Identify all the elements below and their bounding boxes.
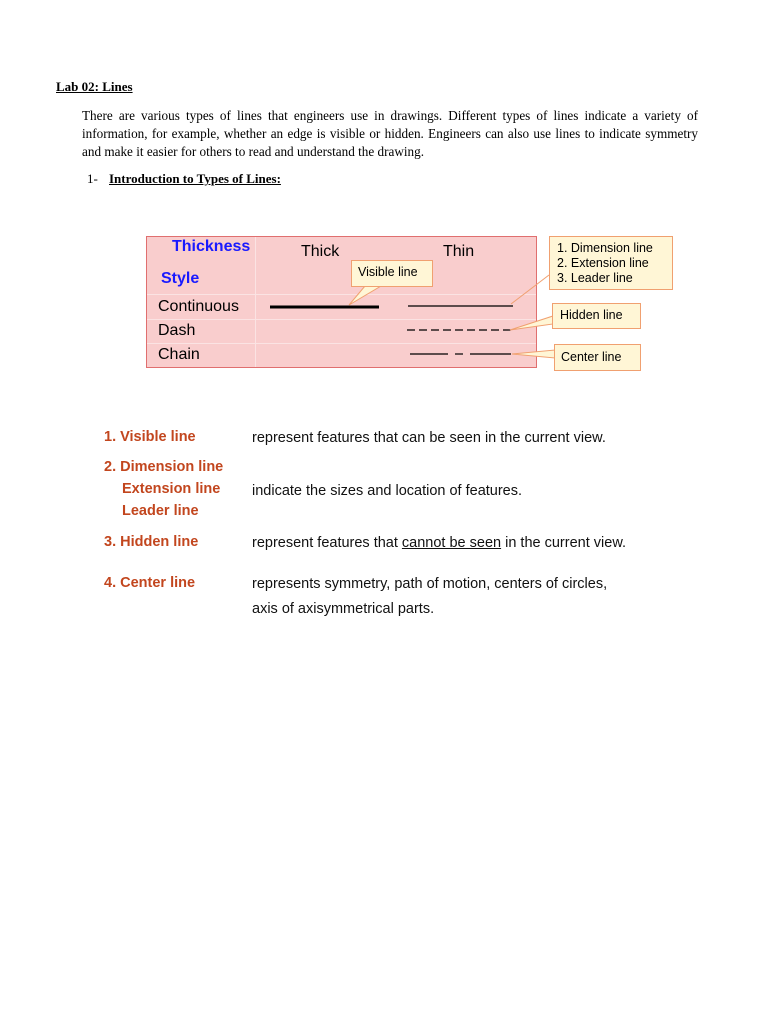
row-chain: Chain xyxy=(158,346,200,363)
callout-dimension-item: 1. Dimension line xyxy=(557,241,653,255)
term-leader-line: Leader line xyxy=(122,503,199,519)
visible-callout-pointer xyxy=(349,286,381,305)
term-dimension-line: 2. Dimension line xyxy=(104,459,224,475)
section-title: Introduction to Types of Lines: xyxy=(109,171,281,186)
callout-hidden-line: Hidden line xyxy=(552,303,641,329)
term-extension-line: Extension line xyxy=(122,481,221,497)
desc-center-line-1: represents symmetry, path of motion, centers of circles, xyxy=(252,576,608,592)
desc-hidden-line xyxy=(252,535,626,551)
intro-paragraph: There are various types of lines that engineers use in drawings. Different types of lines indicate a variety of information, for example, whether an edge is visible or hidden. Engineers can also use lines to indicate symmetry and make it easier for others to read and understand the drawing. xyxy=(82,108,698,159)
hidden-callout-pointer xyxy=(510,316,553,330)
row-continuous: Continuous xyxy=(158,298,239,315)
callout-dimension-item: 2. Extension line xyxy=(557,256,649,270)
lab-title: Lab 02: Lines xyxy=(56,79,133,94)
term-center-line: 4. Center line xyxy=(104,575,196,591)
desc-hidden-underlined: cannot be seen xyxy=(401,535,502,551)
header-thickness: Thickness xyxy=(172,238,251,255)
dimension-callout-pointer xyxy=(511,275,549,304)
column-thick: Thick xyxy=(301,243,340,260)
callout-dimension-item: 3. Leader line xyxy=(557,271,633,285)
term-hidden-line: 3. Hidden line xyxy=(104,534,199,550)
header-style: Style xyxy=(161,270,200,287)
section-number: 1- xyxy=(87,171,98,186)
row-dash: Dash xyxy=(158,322,196,339)
desc-hidden-after: in the current view. xyxy=(501,535,627,551)
callout-visible-line: Visible line xyxy=(351,260,433,287)
center-callout-pointer xyxy=(512,350,555,358)
callout-dimension-lines xyxy=(549,236,673,290)
desc-hidden-before: represent features that xyxy=(252,535,402,551)
desc-dimension-lines: indicate the sizes and location of features. xyxy=(252,483,523,499)
callout-center-line: Center line xyxy=(554,344,641,371)
column-thin: Thin xyxy=(443,243,475,260)
desc-visible-line: represent features that can be seen in the current view. xyxy=(252,430,606,446)
desc-center-line-2: axis of axisymmetrical parts. xyxy=(252,601,435,617)
term-visible-line: 1. Visible line xyxy=(104,429,196,445)
